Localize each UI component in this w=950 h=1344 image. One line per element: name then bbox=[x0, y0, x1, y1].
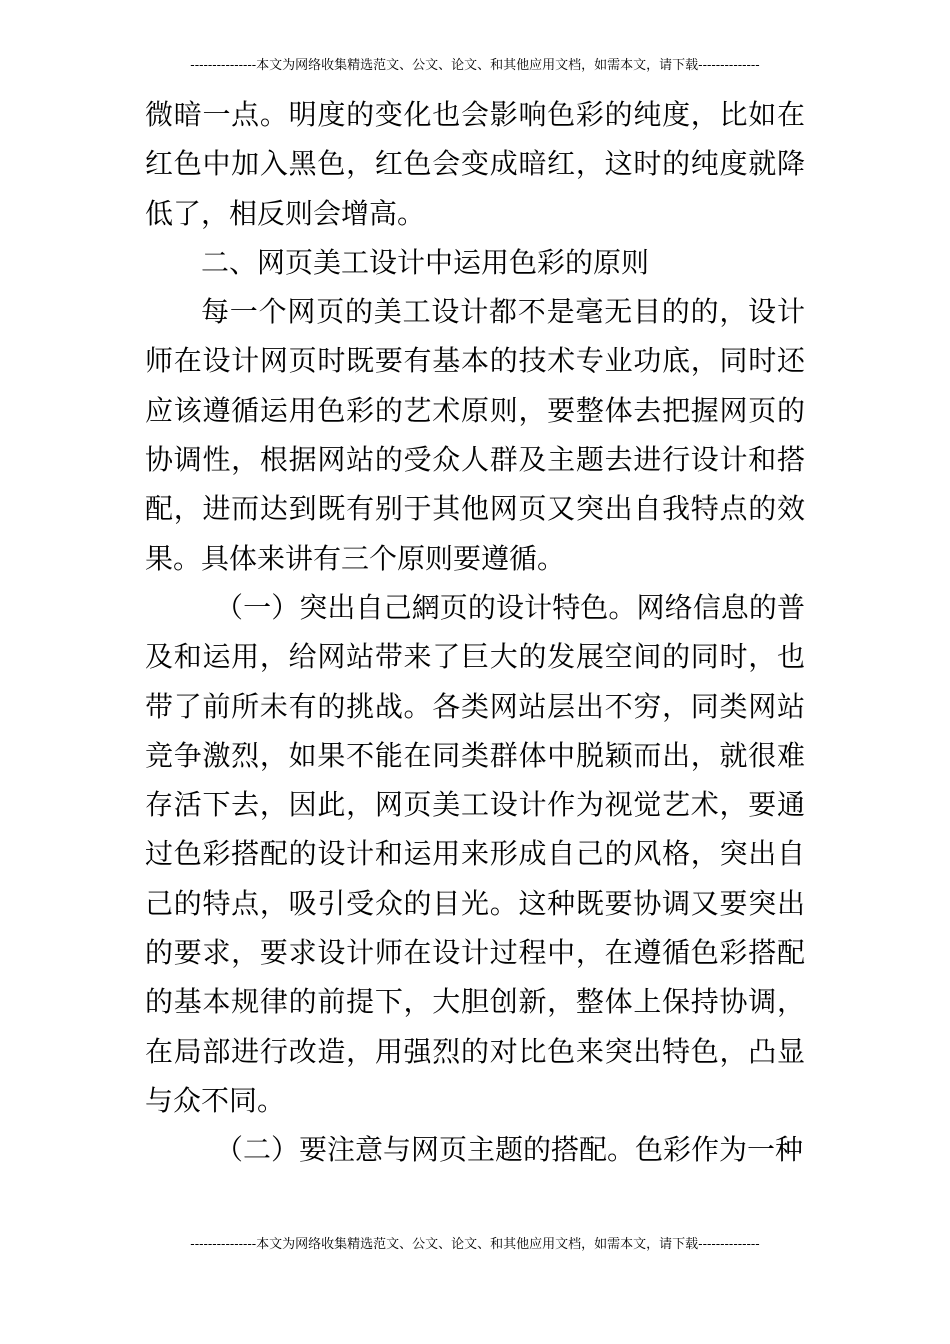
document-body bbox=[145, 90, 805, 1175]
paragraph-principle-one: （一）突出自己網页的设计特色。网络信息的普及和运用，给网站带来了巨大的发展空间的同时，也带了前所未有的挑战。各类网站层出不穷，同类网站竞争激烈，如果不能在同类群体中脱颖而出，就很难存活下去，因此，网页美工设计作为视觉艺术，要通过色彩搭配的设计和运用来形成自己的风格，突出自己的特点，吸引受众的目光。这种既要协调又要突出的要求，要求设计师在设计过程中，在遵循色彩搭配的基本规律的前提下，大胆创新，整体上保持协调，在局部进行改造，用强烈的对比色来突出特色，凸显与众不同。 bbox=[145, 590, 805, 1117]
page-footer: ---------------本文为网络收集精选范文、公文、论文、和其他应用文档，如需本文，请下载-------------- bbox=[190, 1237, 760, 1252]
paragraph-principle-two: （二）要注意与网页主题的搭配。色彩作为一种 bbox=[215, 1133, 804, 1167]
paragraph-principles-intro: 每一个网页的美工设计都不是毫无目的的，设计师在设计网页时既要有基本的技术专业功底，同时还应该遵循运用色彩的艺术原则，要整体去把握网页的协调性，根据网站的受众人群及主题去进行设计和搭配，进而达到既有别于其他网页又突出自我特点的效果。具体来讲有三个原则要遵循。 bbox=[145, 295, 805, 575]
section-heading: 二、网页美工设计中运用色彩的原则 bbox=[201, 245, 650, 279]
page-header: ---------------本文为网络收集精选范文、公文、论文、和其他应用文档，如需本文，请下载-------------- bbox=[190, 58, 760, 73]
paragraph-continuation: 微暗一点。明度的变化也会影响色彩的纯度，比如在红色中加入黑色，红色会变成暗红，这时的纯度就降低了，相反则会增高。 bbox=[145, 98, 805, 230]
